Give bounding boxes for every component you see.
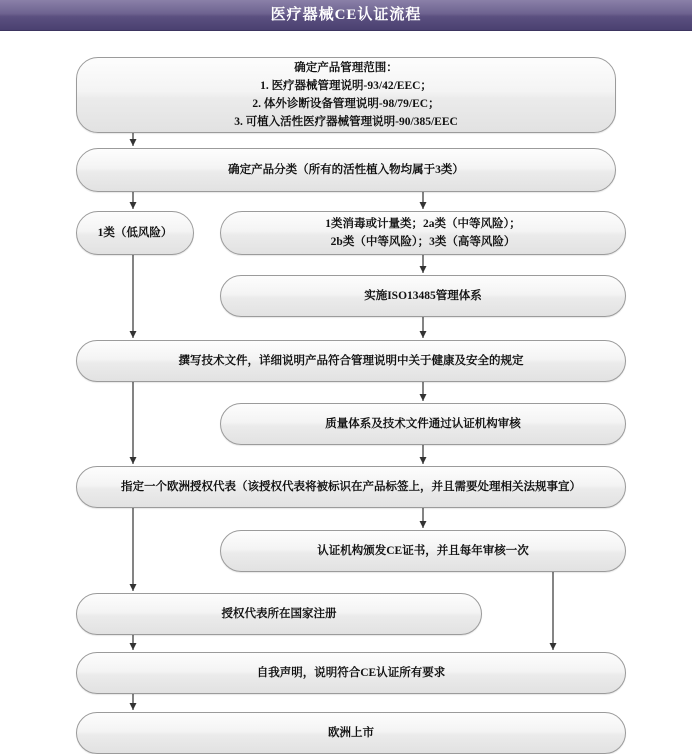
flow-node-label xyxy=(87,605,471,623)
page-title: 医疗器械CE认证流程 xyxy=(270,7,422,23)
flow-node-audit xyxy=(220,403,626,445)
flow-node-iso13485 xyxy=(220,275,626,317)
flow-node-line: 1. 医疗器械管理说明-93/42/EEC； xyxy=(260,80,432,92)
flow-node-label xyxy=(231,542,615,560)
flow-node-label xyxy=(87,161,605,179)
flow-node-line: 撰写技术文件，详细说明产品符合管理说明中关于健康及安全的规定 xyxy=(178,355,524,367)
flow-node-line: 1类（低风险） xyxy=(97,227,173,239)
flow-node-line: 实施ISO13485管理体系 xyxy=(364,290,482,302)
flow-node-ce-cert xyxy=(220,530,626,572)
flow-node-tech-file xyxy=(76,340,626,382)
flow-node-line: 欧洲上市 xyxy=(328,727,374,739)
flow-node-scope xyxy=(76,57,616,133)
flow-node-label xyxy=(87,352,615,370)
flow-node-class-higher xyxy=(220,211,626,255)
flow-node-label xyxy=(231,415,615,433)
flow-node-line: 自我声明，说明符合CE认证所有要求 xyxy=(256,667,446,679)
flow-node-line: 2b类（中等风险）；3类（高等风险） xyxy=(330,236,516,248)
flow-node-line: 质量体系及技术文件通过认证机构审核 xyxy=(325,418,521,430)
flow-node-line: 认证机构颁发CE证书，并且每年审核一次 xyxy=(317,545,529,557)
flow-node-label xyxy=(87,59,605,131)
flow-node-line: 2. 体外诊断设备管理说明-98/79/EC； xyxy=(252,98,440,110)
flow-node-label xyxy=(87,664,615,682)
flow-node-market xyxy=(76,712,626,754)
flow-node-label xyxy=(231,215,615,251)
flow-node-eu-rep xyxy=(76,466,626,508)
chart-title-bar xyxy=(0,0,692,31)
flow-node-line: 3. 可植入活性医疗器械管理说明-90/385/EEC xyxy=(234,116,458,128)
flow-node-line: 指定一个欧洲授权代表（该授权代表将被标识在产品标签上，并且需要处理相关法规事宜） xyxy=(121,481,581,493)
flow-node-declaration xyxy=(76,652,626,694)
flow-node-line: 确定产品分类（所有的活性植入物均属于3类） xyxy=(228,164,464,176)
flow-node-line: 1类消毒或计量类；2a类（中等风险）； xyxy=(325,218,521,230)
flow-node-classify xyxy=(76,148,616,192)
flow-node-label xyxy=(87,724,615,742)
flow-node-line: 授权代表所在国家注册 xyxy=(221,608,337,620)
flow-node-class1 xyxy=(76,211,194,255)
flow-node-label xyxy=(231,287,615,305)
flow-node-line: 确定产品管理范围： xyxy=(294,62,398,74)
flow-node-register xyxy=(76,593,482,635)
flow-node-label xyxy=(87,224,183,242)
flow-node-label xyxy=(87,478,615,496)
